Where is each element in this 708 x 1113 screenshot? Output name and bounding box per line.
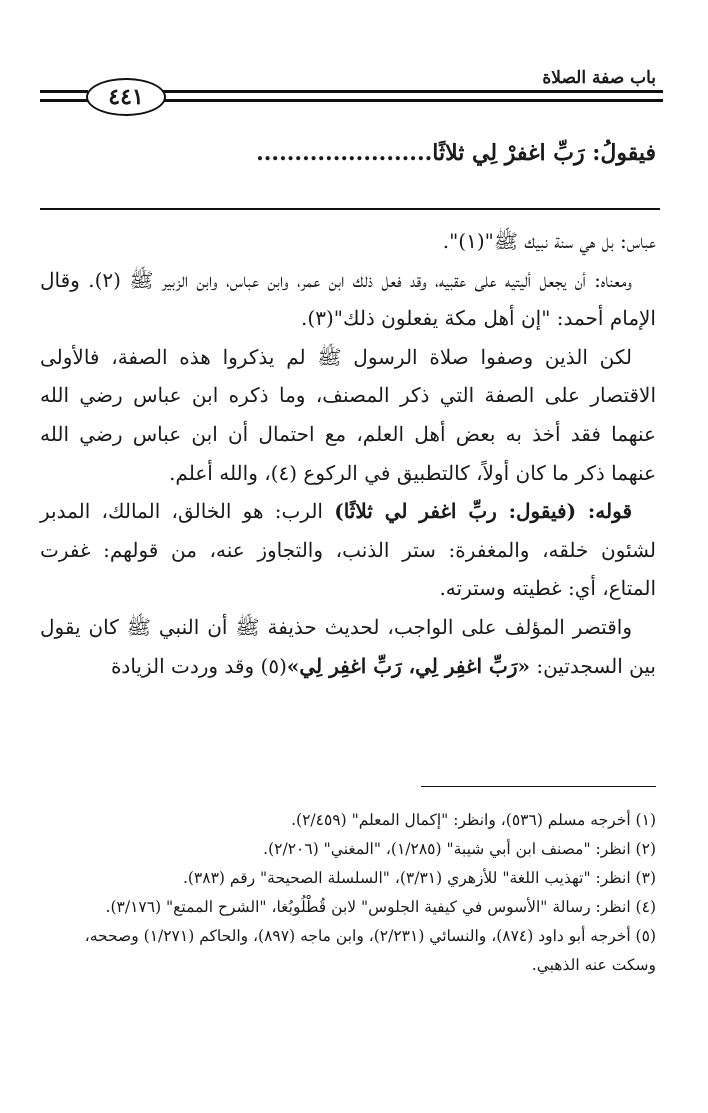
paragraph [40, 492, 656, 608]
paragraph-text: واقتصر المؤلف على الواجب، لحديث حذيفة ﷺ أن النبي ﷺ كان يقول بين السجدتين: [40, 614, 656, 678]
paragraph-text: الرب: هو الخالق، المالك، المدبر لشئون خلقه، والمغفرة: ستر الذنب، والتجاوز عنه، من قولهم: غفرت المتاع، أي: غطيته وسترته. [40, 499, 656, 601]
footnote: (٥) أخرجه أبو داود (٨٧٤)، والنسائي (٢/٢٣١)، وابن ماجه (٨٩٧)، والحاكم (١/٢٧١) وصححه، وسكت عنه الذهبي. [84, 927, 656, 974]
commentary-body [40, 222, 656, 685]
footnotes [36, 806, 656, 980]
footnote: (٢) انظر: "مصنف ابن أبي شيبة" (١/٢٨٥)، "المغني" (٢/٢٠٦). [263, 840, 656, 858]
header-rule [40, 90, 88, 93]
hadith-quote: «رَبِّ اغفِر لِي، رَبِّ اغفِر لِي» [286, 653, 530, 678]
matn-divider [40, 208, 660, 210]
quoted-matn: قوله: (فيقول: ربِّ اغفر لي ثلاثًا) [334, 499, 633, 524]
paragraph-text: (٥) وقد وردت الزيادة [110, 653, 287, 678]
header-rule [160, 99, 663, 102]
footnote: (١) أخرجه مسلم (٥٣٦)، وانظر: "إكمال المعلم" (٢/٤٥٩). [291, 811, 656, 829]
paragraph [40, 608, 656, 685]
paragraph: لكن الذين وصفوا صلاة الرسول ﷺ لم يذكروا هذه الصفة، فالأولى الاقتصار على الصفة التي ذكر المصنف، وما ذكره ابن عباس رضي الله عنهما فقد أخذ به بعض أهل العلم، مع احتمال أن ابن عباس رضي الله عنهما ذكر ما كان أولاً، كالتطبيق في الركوع (٤)، والله أعلم. [40, 344, 656, 485]
paragraph: ومعناه: أن يجعل أليتيه على عقبيه، وقد فعل ذلك ابن عمر، وابن عباس، وابن الزبير ﷺ (٢). وقال الإمام أحمد: "إن أهل مكة يفعلون ذلك"(٣). [40, 267, 656, 331]
footnote: (٣) انظر: "تهذيب اللغة" للأزهري (٣/٣١)، "السلسلة الصحيحة" رقم (٣٨٣). [182, 869, 656, 887]
footnote-divider [421, 786, 656, 787]
header-rule [40, 99, 88, 102]
matn-heading: فيقولُ: رَبِّ اغفرْ لِي ثلاثًا....................... [256, 140, 656, 166]
page-number: ٤٤١ [86, 78, 166, 116]
running-title: باب صفة الصلاة [542, 68, 656, 88]
header-rule [160, 90, 663, 93]
footnote: (٤) انظر: رسالة "الأسوس في كيفية الجلوس" لابن قُطْلُوبُغا، "الشرح الممتع" (٣/١٧٦). [105, 898, 656, 916]
paragraph: عباس: بل هي سنة نبيك ﷺ"(١)". [442, 229, 656, 253]
